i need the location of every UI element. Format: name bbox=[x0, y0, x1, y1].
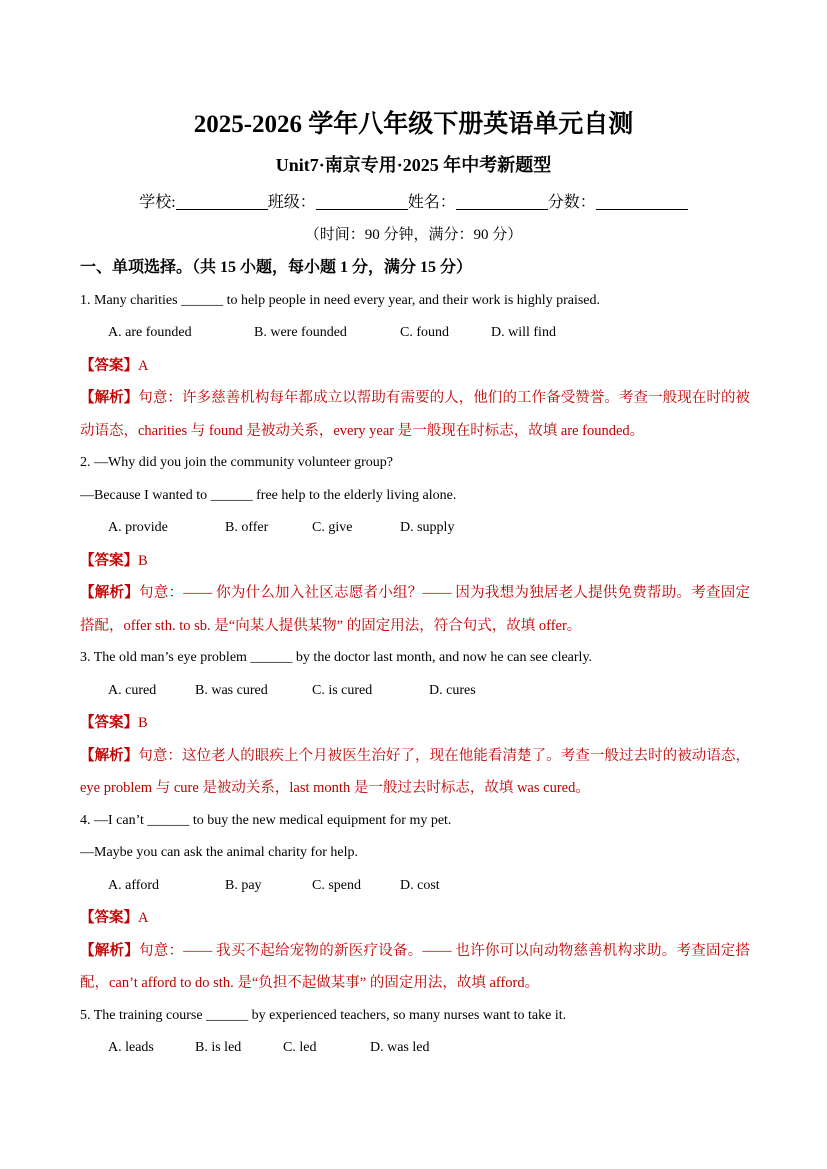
option-b: B. were founded bbox=[254, 325, 347, 340]
option-d: D. cost bbox=[400, 877, 440, 893]
option-b: B. pay bbox=[225, 877, 262, 893]
analysis-text: 句意：—— 我买不起给宠物的新医疗设备。—— 也许你可以向动物慈善机构求助。考查固定搭配，can’t afford to do sth. 是“负担不起做某事” 的固定用法，故填 afford。 bbox=[80, 942, 751, 991]
student-info-line bbox=[0, 191, 827, 215]
analysis-paragraph bbox=[80, 577, 750, 642]
option-b: B. is led bbox=[195, 1040, 242, 1055]
option-c: C. spend bbox=[312, 877, 361, 893]
question-stem: 1. Many charities ______ to help people in need every year, and their work is highly praised. bbox=[80, 292, 601, 308]
question-stem: 2. —Why did you join the community volunteer group? bbox=[80, 455, 394, 470]
question-5 bbox=[80, 1000, 750, 1065]
answer-value: A bbox=[138, 910, 149, 926]
analysis-label: 【解析】 bbox=[80, 942, 139, 959]
answer-line bbox=[80, 902, 750, 935]
analysis-label: 【解析】 bbox=[80, 747, 139, 764]
question-2 bbox=[80, 447, 750, 642]
question-options bbox=[80, 1032, 750, 1065]
name-label: 姓名： bbox=[407, 194, 456, 211]
question-options bbox=[80, 675, 750, 708]
option-c: C. found bbox=[400, 325, 449, 340]
question-stem-reply: —Maybe you can ask the animal charity for help. bbox=[80, 845, 358, 860]
document-title: 2025-2026 学年八年级下册英语单元自测 bbox=[193, 111, 634, 138]
answer-value: A bbox=[138, 357, 149, 374]
analysis-paragraph bbox=[80, 740, 750, 805]
exam-content bbox=[80, 252, 750, 1065]
class-label: 班级： bbox=[267, 194, 316, 211]
option-a: A. cured bbox=[108, 682, 157, 698]
option-a: A. afford bbox=[108, 877, 160, 893]
option-d: D. cures bbox=[429, 682, 476, 698]
analysis-text: 句意：—— 你为什么加入社区志愿者小组？—— 因为我想为独居老人提供免费帮助。考查固定搭配，offer sth. to sb. 是“向某人提供某物” 的固定用法，符合句式，故填 offer。 bbox=[80, 585, 751, 634]
option-c: C. is cured bbox=[312, 682, 373, 698]
school-label: 学校: bbox=[139, 194, 176, 211]
analysis-text: 句意：许多慈善机构每年都成立以帮助有需要的人，他们的工作备受赞誉。考查一般现在时的被动语态，charities 与 found 是被动关系，every year 是一般现在时标志，故填 are founded。 bbox=[80, 390, 751, 439]
option-c: C. give bbox=[312, 520, 353, 535]
analysis-text: 句意：这位老人的眼疾上个月被医生治好了，现在他能看清楚了。考查一般过去时的被动语态，eye problem 与 cure 是被动关系，last month 是一般过去时标志，故填 was cured。 bbox=[80, 747, 751, 796]
school-blank bbox=[176, 193, 268, 210]
option-a: A. leads bbox=[108, 1040, 154, 1055]
option-a: A. provide bbox=[108, 520, 168, 535]
option-b: B. offer bbox=[225, 520, 269, 535]
question-stem: 4. —I can’t ______ to buy the new medical equipment for my pet. bbox=[80, 812, 452, 828]
score-blank bbox=[596, 193, 688, 210]
score-label: 分数： bbox=[547, 194, 596, 211]
option-b: B. was cured bbox=[195, 682, 268, 698]
answer-label: 【答案】 bbox=[80, 357, 138, 374]
class-blank bbox=[316, 193, 408, 210]
option-d: D. supply bbox=[400, 520, 455, 535]
answer-line bbox=[80, 545, 750, 578]
analysis-label: 【解析】 bbox=[80, 585, 139, 601]
analysis-paragraph bbox=[80, 935, 750, 1000]
question-4 bbox=[80, 805, 750, 1000]
answer-label: 【答案】 bbox=[80, 910, 138, 926]
document-subtitle: Unit7·南京专用·2025 年中考新题型 bbox=[275, 155, 552, 175]
analysis-paragraph bbox=[80, 382, 750, 447]
time-info: （时间：90 分钟，满分：90 分） bbox=[304, 227, 523, 243]
answer-value: B bbox=[138, 552, 148, 569]
name-blank bbox=[456, 193, 548, 210]
question-3 bbox=[80, 642, 750, 805]
answer-value: B bbox=[138, 715, 148, 731]
answer-label: 【答案】 bbox=[80, 715, 138, 731]
question-stem: 3. The old man’s eye problem ______ by the doctor last month, and now he can see clearly. bbox=[80, 650, 593, 665]
section-heading: 一、单项选择。（共 15 小题，每小题 1 分，满分 15 分） bbox=[80, 259, 473, 276]
option-d: D. will find bbox=[491, 325, 556, 340]
question-stem: 5. The training course ______ by experienced teachers, so many nurses want to take it. bbox=[80, 1007, 567, 1023]
answer-label: 【答案】 bbox=[80, 552, 138, 569]
question-options bbox=[80, 870, 750, 903]
question-options bbox=[80, 512, 750, 545]
question-options bbox=[80, 317, 750, 350]
question-1 bbox=[80, 285, 750, 448]
option-d: D. was led bbox=[370, 1040, 430, 1055]
answer-line bbox=[80, 350, 750, 383]
option-c: C. led bbox=[283, 1040, 317, 1055]
option-a: A. are founded bbox=[108, 325, 192, 340]
answer-line bbox=[80, 707, 750, 740]
analysis-label: 【解析】 bbox=[80, 390, 139, 406]
question-stem-reply: —Because I wanted to ______ free help to the elderly living alone. bbox=[80, 487, 457, 503]
